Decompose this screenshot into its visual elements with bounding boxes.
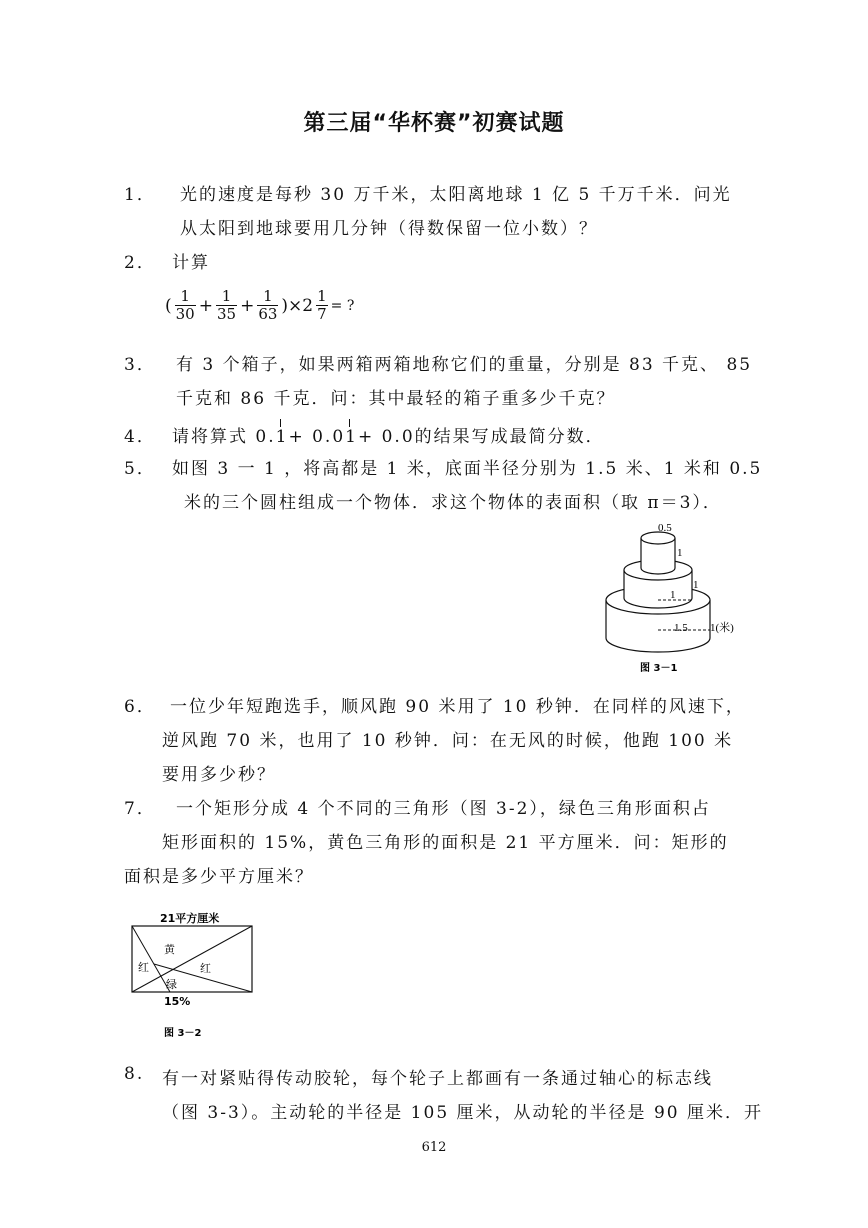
label-top-radius: 0.5 bbox=[658, 522, 672, 534]
q7-line2: 矩形面积的 15%，黄色三角形的面积是 21 平方厘米．问：矩形的 bbox=[162, 833, 729, 853]
q6-line2: 逆风跑 70 米，也用了 10 秒钟．问：在无风的时候，他跑 100 米 bbox=[162, 731, 734, 751]
label-height-1: 1 bbox=[677, 547, 683, 559]
label-yellow: 黄 bbox=[164, 943, 175, 956]
q3-line2: 千克和 86 千克．问：其中最轻的箱子重多少千克？ bbox=[176, 389, 616, 409]
close-times-two: )×2 bbox=[281, 295, 314, 316]
label-red-right: 红 bbox=[200, 962, 211, 975]
label-bottom-radius: 1.5 bbox=[674, 622, 688, 634]
label-height-2: 1 bbox=[693, 579, 699, 591]
figure-3-2-caption: 图 3－2 bbox=[164, 1028, 202, 1039]
page-title: 第三届“华杯赛”初赛试题 bbox=[303, 111, 565, 136]
label-height-3: 1(米) bbox=[710, 622, 734, 634]
q2-text: 计算 bbox=[172, 253, 210, 273]
fraction-1: $\frac{1}{30}$ bbox=[175, 287, 195, 323]
plus-sign: + bbox=[240, 295, 255, 316]
stacked-cylinders-figure bbox=[596, 518, 776, 678]
q7-line1: 一个矩形分成 4 个不同的三角形（图 3-2），绿色三角形面积占 bbox=[176, 799, 711, 819]
figure-3-1-caption: 图 3－1 bbox=[640, 663, 678, 674]
fraction-2: $\frac{1}{35}$ bbox=[216, 287, 237, 323]
equals-question: = ? bbox=[330, 297, 355, 314]
plus-sign: + bbox=[198, 295, 213, 316]
q6-number: 6． bbox=[124, 697, 156, 717]
q4-expression: 请将算式 0.1+ 0.01+ 0.0的结果写成最简分数． bbox=[172, 427, 605, 447]
q1-line1: 光的速度是每秒 30 万千米，太阳离地球 1 亿 5 千万千米．问光 bbox=[180, 185, 732, 205]
page-number: 612 bbox=[421, 1140, 447, 1155]
q8-line2: （图 3-3）。主动轮的半径是 105 厘米，从动轮的半径是 90 厘米．开 bbox=[162, 1103, 763, 1123]
q1-line2: 从太阳到地球要用几分钟（得数保留一位小数）？ bbox=[180, 219, 598, 239]
q2-number: 2． bbox=[124, 253, 156, 273]
formula-open-paren: ( bbox=[165, 295, 172, 316]
q3-line1: 有 3 个箱子，如果两箱两箱地称它们的重量，分别是 83 千克、 85 bbox=[176, 355, 753, 375]
q4-number: 4． bbox=[124, 427, 156, 447]
q5-line2: 米的三个圆柱组成一个物体．求这个物体的表面积（取 π＝3）． bbox=[184, 493, 722, 513]
q7-line3: 面积是多少平方厘米？ bbox=[124, 867, 314, 887]
label-green: 绿 bbox=[166, 978, 177, 991]
q6-line1: 一位少年短跑选手，顺风跑 90 米用了 10 秒钟．在同样的风速下， bbox=[170, 697, 745, 717]
q8-line1: 有一对紧贴得传动胶轮，每个轮子上都画有一条通过轴心的标志线 bbox=[162, 1069, 713, 1089]
label-mid-radius: 1 bbox=[670, 589, 676, 601]
label-21-sq-cm: 21平方厘米 bbox=[160, 912, 220, 925]
q5-number: 5． bbox=[124, 459, 156, 479]
q7-number: 7． bbox=[124, 799, 156, 819]
fraction-3: $\frac{1}{63}$ bbox=[258, 287, 278, 323]
q8-number: 8. bbox=[124, 1064, 145, 1084]
mixed-fraction: $\frac{1}{7}$ bbox=[317, 287, 327, 323]
label-15-percent: 15% bbox=[164, 995, 191, 1008]
q5-line1: 如图 3 一 1 ，将高都是 1 米，底面半径分别为 1.5 米、1 米和 0.5 bbox=[172, 459, 763, 479]
q1-number: 1． bbox=[124, 185, 156, 205]
q6-line3: 要用多少秒？ bbox=[162, 765, 276, 785]
label-red-left: 红 bbox=[138, 961, 149, 974]
q3-number: 3． bbox=[124, 355, 156, 375]
rectangle-triangles-figure bbox=[128, 908, 264, 1042]
q2-formula bbox=[163, 288, 356, 323]
